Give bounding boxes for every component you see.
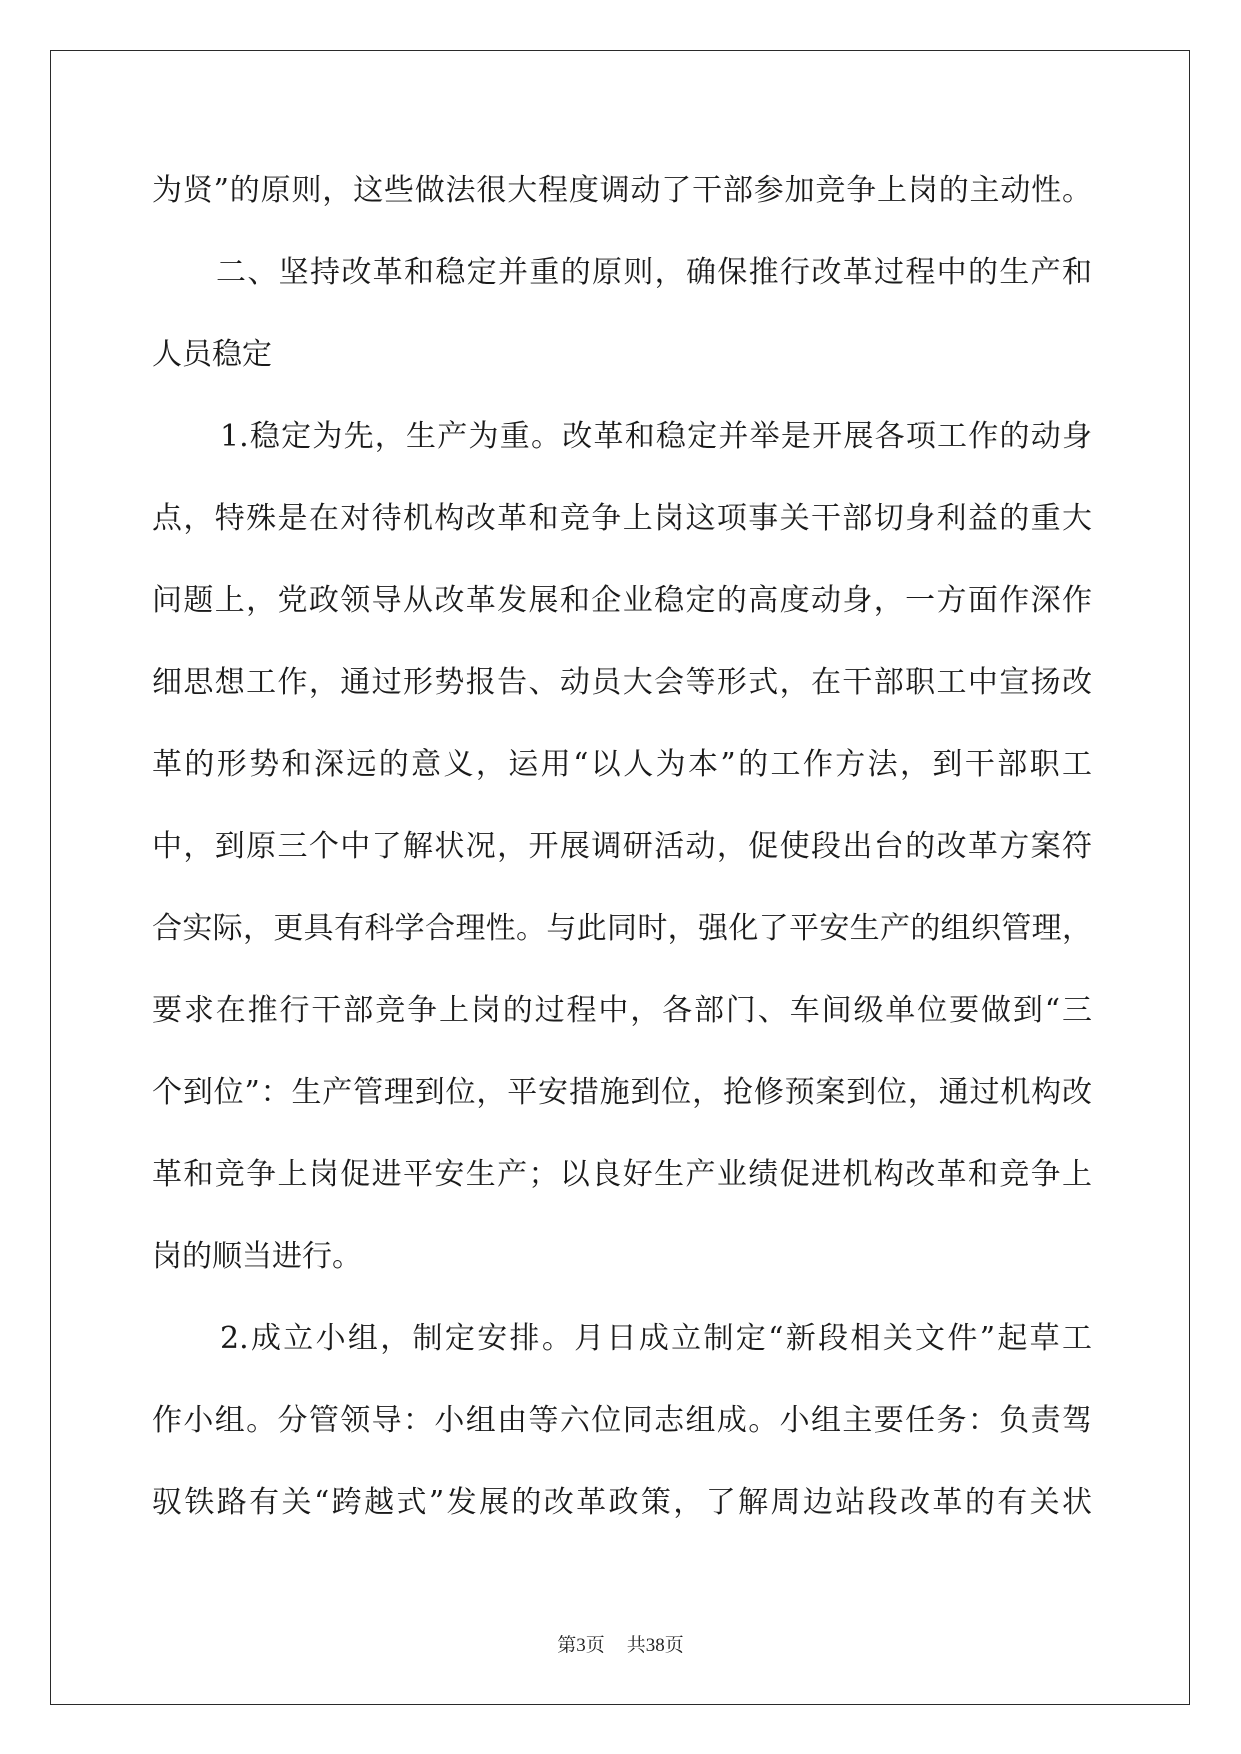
text-line: 细思想工作，通过形势报告、动员大会等形式，在干部职工中宣扬改: [152, 665, 1092, 700]
page-footer: [0, 1630, 1241, 1657]
text-line: 为贤”的原则，这些做法很大程度调动了干部参加竞争上岗的主动性。: [152, 173, 1092, 208]
text-line: 个到位”：生产管理到位，平安措施到位，抢修预案到位，通过机构改: [152, 1075, 1092, 1110]
page-number: 第3页: [557, 1635, 605, 1656]
text-line: 点，特殊是在对待机构改革和竞争上岗这项事关干部切身利益的重大: [152, 501, 1092, 536]
section-heading-line: 人员稳定: [152, 337, 272, 372]
text-line: 要求在推行干部竞争上岗的过程中，各部门、车间级单位要做到“三: [152, 993, 1092, 1028]
page-total: 共38页: [626, 1635, 684, 1656]
text-line: 2.成立小组，制定安排。月日成立制定“新段相关文件”起草工: [220, 1321, 1092, 1356]
text-line: 驭铁路有关“跨越式”发展的改革政策，了解周边站段改革的有关状: [152, 1485, 1092, 1520]
text-line: 合实际，更具有科学合理性。与此同时，强化了平安生产的组织管理，: [152, 911, 1092, 946]
text-line: 革的形势和深远的意义，运用“以人为本”的工作方法，到干部职工: [152, 747, 1092, 782]
text-line: 岗的顺当进行。: [152, 1239, 362, 1274]
text-line: 革和竞争上岗促进平安生产；以良好生产业绩促进机构改革和竞争上: [152, 1157, 1092, 1192]
text-line: 问题上，党政领导从改革发展和企业稳定的高度动身，一方面作深作: [152, 583, 1092, 618]
text-line: 作小组。分管领导：小组由等六位同志组成。小组主要任务：负责驾: [152, 1403, 1092, 1438]
section-heading-line: 二、坚持改革和稳定并重的原则，确保推行改革过程中的生产和: [216, 255, 1092, 290]
text-line: 中，到原三个中了解状况，开展调研活动，促使段出台的改革方案符: [152, 829, 1092, 864]
document-body: [152, 168, 1092, 1562]
text-line: 1.稳定为先，生产为重。改革和稳定并举是开展各项工作的动身: [220, 419, 1092, 454]
